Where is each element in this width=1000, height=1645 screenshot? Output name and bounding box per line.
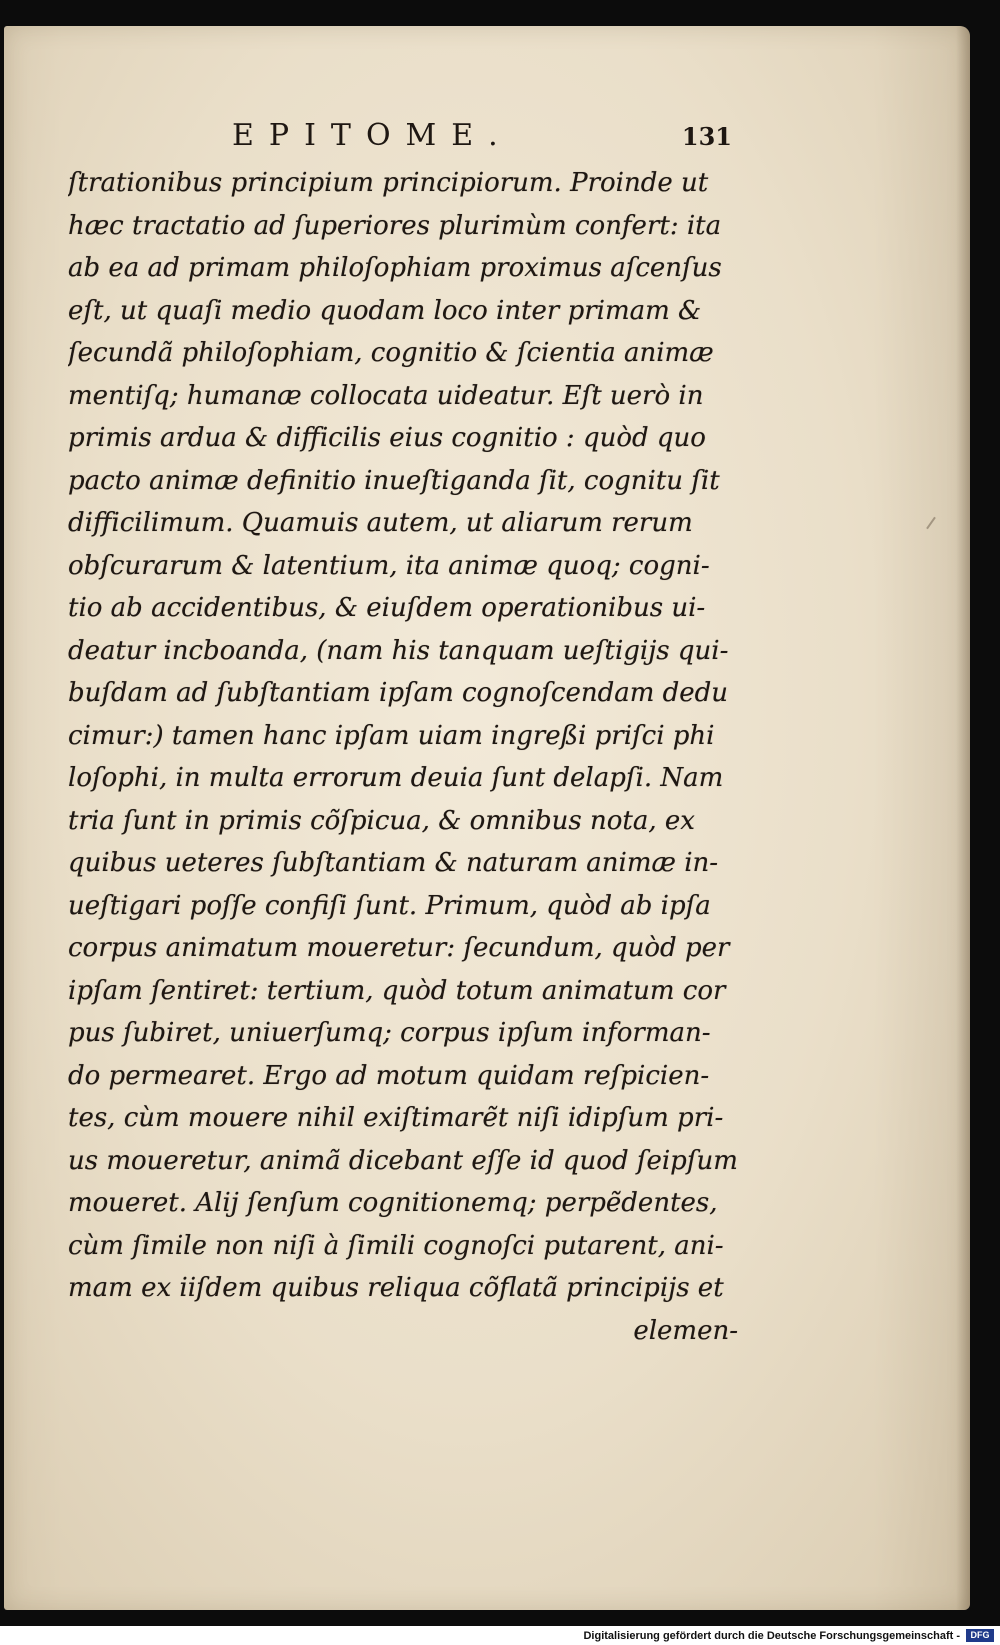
dfg-logo: DFG bbox=[966, 1629, 994, 1642]
text-line: tria ſunt in primis cõſpicua, & omnibus nota, ex bbox=[68, 805, 695, 836]
text-line: tio ab accidentibus, & eiuſdem operationibus ui- bbox=[68, 593, 706, 623]
text-line: loſophi, in multa errorum deuia ſunt delapſi. Nam bbox=[68, 763, 724, 793]
text-line: corpus animatum moueretur: ſecundum, quòd per bbox=[68, 933, 730, 963]
text-line: difficilimum. Quamuis autem, ut aliarum rerum bbox=[68, 508, 693, 538]
text-line: eſt, ut quaſi medio quodam loco inter primam & bbox=[68, 295, 702, 326]
text-line: buſdam ad ſubſtantiam ipſam cognoſcendam dedu bbox=[68, 678, 729, 708]
text-line: do permearet. Ergo ad motum quidam reſpicien- bbox=[68, 1060, 710, 1091]
text-line: mam ex iiſdem quibus reliqua cõflatã principijs et bbox=[68, 1273, 724, 1303]
text-line: us moueretur, animã dicebant eſſe id quod ſeipſum bbox=[68, 1145, 738, 1176]
text-line: obſcurarum & latentium, ita animæ quoq; cogni- bbox=[68, 550, 710, 581]
text-line: cùm ſimile non niſi à ſimili cognoſci putarent, ani- bbox=[68, 1230, 724, 1261]
catchword: elemen- bbox=[633, 1315, 738, 1346]
text-line: pus ſubiret, uniuerſumq; corpus ipſum informan- bbox=[68, 1018, 711, 1048]
text-line: moueret. Alij ſenſum cognitionemq; perpẽdentes, bbox=[68, 1188, 718, 1218]
text-line: ipſam ſentiret: tertium, quòd totum animatum cor bbox=[68, 975, 726, 1006]
text-line: tes, cùm mouere nihil exiſtimarẽt niſi idipſum pri- bbox=[68, 1103, 724, 1133]
page-number: 131 bbox=[681, 122, 732, 151]
running-head: EPITOME. bbox=[232, 118, 513, 153]
page-edge-shadow bbox=[956, 26, 970, 1610]
text-line: primis ardua & difficilis eius cognitio : quòd quo bbox=[68, 423, 706, 453]
body-text bbox=[68, 162, 748, 1352]
text-line: pacto animæ definitio inueſtiganda ſit, cognitu ſit bbox=[68, 465, 720, 496]
digitization-credit: Digitalisierung gefördert durch die Deutsche Forschungsgemeinschaft - bbox=[583, 1630, 960, 1642]
text-line: ueſtigari poſſe confiſi ſunt. Primum, quòd ab ipſa bbox=[68, 890, 711, 921]
page-header bbox=[70, 118, 732, 158]
text-line: ſtrationibus principium principiorum. Proinde ut bbox=[68, 168, 709, 198]
text-line: deatur incboanda, (nam his tanquam ueſtigijs qui- bbox=[68, 635, 729, 666]
text-line: quibus ueteres ſubſtantiam & naturam animæ in- bbox=[68, 848, 719, 878]
text-line: cimur:) tamen hanc ipſam uiam ingreßi priſci phi bbox=[68, 720, 715, 751]
text-line: ab ea ad primam philoſophiam proximus aſcenſus bbox=[68, 253, 722, 283]
text-line: ſecundã philoſophiam, cognitio & ſcientia animæ bbox=[68, 338, 714, 368]
text-line: mentiſq; humanæ collocata uideatur. Eſt uerò in bbox=[68, 380, 704, 411]
text-line: hæc tractatio ad ſuperiores plurimùm confert: ita bbox=[68, 210, 722, 241]
